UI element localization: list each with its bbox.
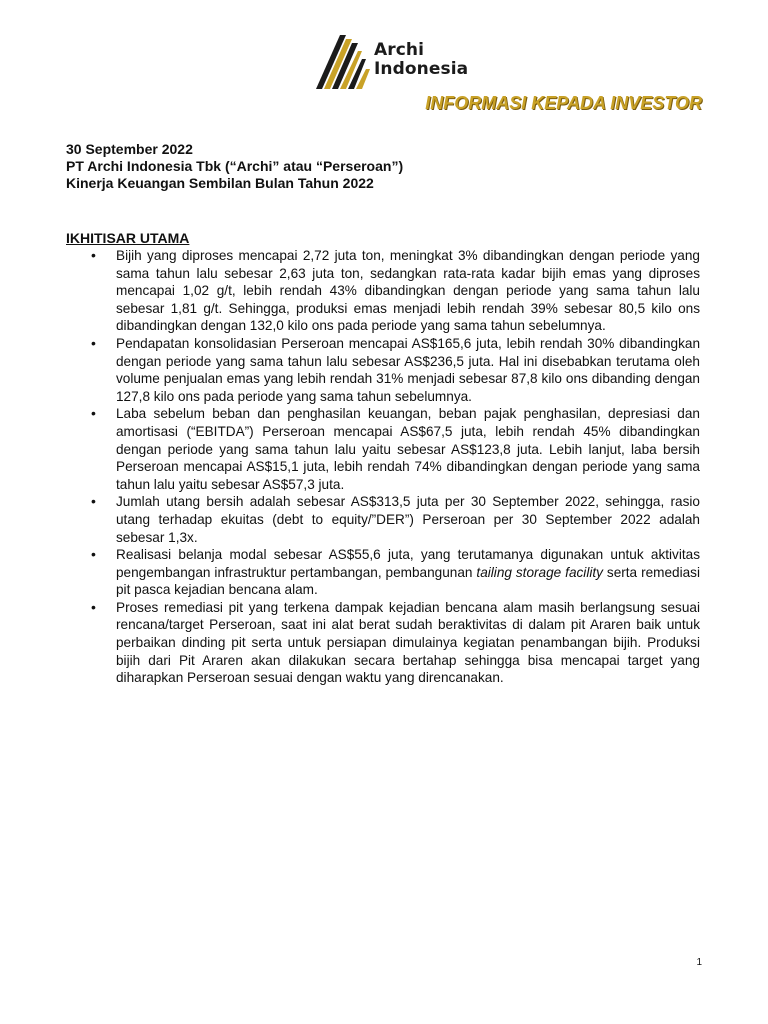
- investor-info-banner: INFORMASI KEPADA INVESTOR: [425, 93, 702, 113]
- list-item-text: serta remediasi pit pasca kejadian bencana alam.: [116, 564, 700, 598]
- list-item: • Bijih yang diproses mencapai 2,72 juta ton, meningkat 3% dibandingkan dengan periode yang sama tahun lalu sebesar 2,63 juta ton, sedangkan rata-rata kadar bijih emas yang diproses mencapai 1,02 g/t, lebih rendah 43% dibandingkan dengan periode yang sama tahun lalu sebesar 1,81 g/t. Sehingga, produksi emas menjadi lebih rendah 39% sebesar 80,5 kilo ons dibandingkan dengan 132,0 kilo ons pada periode yang sama tahun sebelumnya.: [66, 247, 700, 335]
- list-item: • Laba sebelum beban dan penghasilan keuangan, beban pajak penghasilan, depresiasi dan amortisasi (“EBITDA”) Perseroan mencapai AS$67,5 juta, lebih rendah 45% dibandingkan dengan periode yang sama tahun lalu yaitu sebesar AS$123,8 juta. Lebih lanjut, laba bersih Perseroan mencapai AS$15,1 juta, lebih rendah 74% dibandingkan dengan periode yang sama tahun lalu yaitu sebesar AS$57,3 juta.: [66, 405, 700, 493]
- highlights-list: [66, 247, 700, 687]
- page-number: 1: [696, 957, 702, 968]
- list-item: • Jumlah utang bersih adalah sebesar AS$313,5 juta per 30 September 2022, sehingga, rasio utang terhadap ekuitas (debt to equity/”DER”) Perseroan per 30 September 2022 adalah sebesar 1,3x.: [66, 493, 700, 546]
- company-name: PT Archi Indonesia Tbk (“Archi” atau “Perseroan”): [66, 158, 404, 174]
- list-item: • Proses remediasi pit yang terkena dampak kejadian bencana alam masih berlangsung sesuai rencana/target Perseroan, saat ini alat berat sudah beraktivitas di dalam pit Araren baik untuk perbaikan dinding pit serta untuk persiapan dimulainya kegiatan penambangan bijih. Produksi bijih dari Pit Araren akan dilakukan secara bertahap sehingga bisa mencapai target yang diharapkan Perseroan sesuai dengan waktu yang direncanakan.: [66, 599, 700, 687]
- logo-text-line1: Archi: [374, 40, 425, 60]
- company-logo: [316, 33, 469, 93]
- report-date: 30 September 2022: [66, 141, 193, 157]
- section-title: IKHITISAR UTAMA: [66, 230, 190, 246]
- document-header: [66, 141, 706, 192]
- archi-logo-icon: [316, 33, 372, 93]
- report-subtitle: Kinerja Keuangan Sembilan Bulan Tahun 2022: [66, 175, 374, 191]
- list-item-text: Realisasi belanja modal sebesar AS$55,6 juta, yang terutamanya digunakan untuk aktivitas pengembangan infrastruktur pertambangan, pembangunan: [116, 547, 700, 580]
- logo-text-line2: Indonesia: [374, 59, 469, 79]
- list-item-italic: tailing storage facility: [476, 564, 603, 580]
- list-item: [66, 546, 700, 599]
- list-item: • Pendapatan konsolidasian Perseroan mencapai AS$165,6 juta, lebih rendah 30% dibandingkan dengan periode yang sama tahun lalu sebesar AS$236,5 juta. Hal ini disebabkan terutama oleh volume penjualan emas yang lebih rendah 31% menjadi sebesar 87,8 kilo ons dibanding dengan 127,8 kilo ons pada periode yang sama tahun sebelumnya.: [66, 335, 700, 405]
